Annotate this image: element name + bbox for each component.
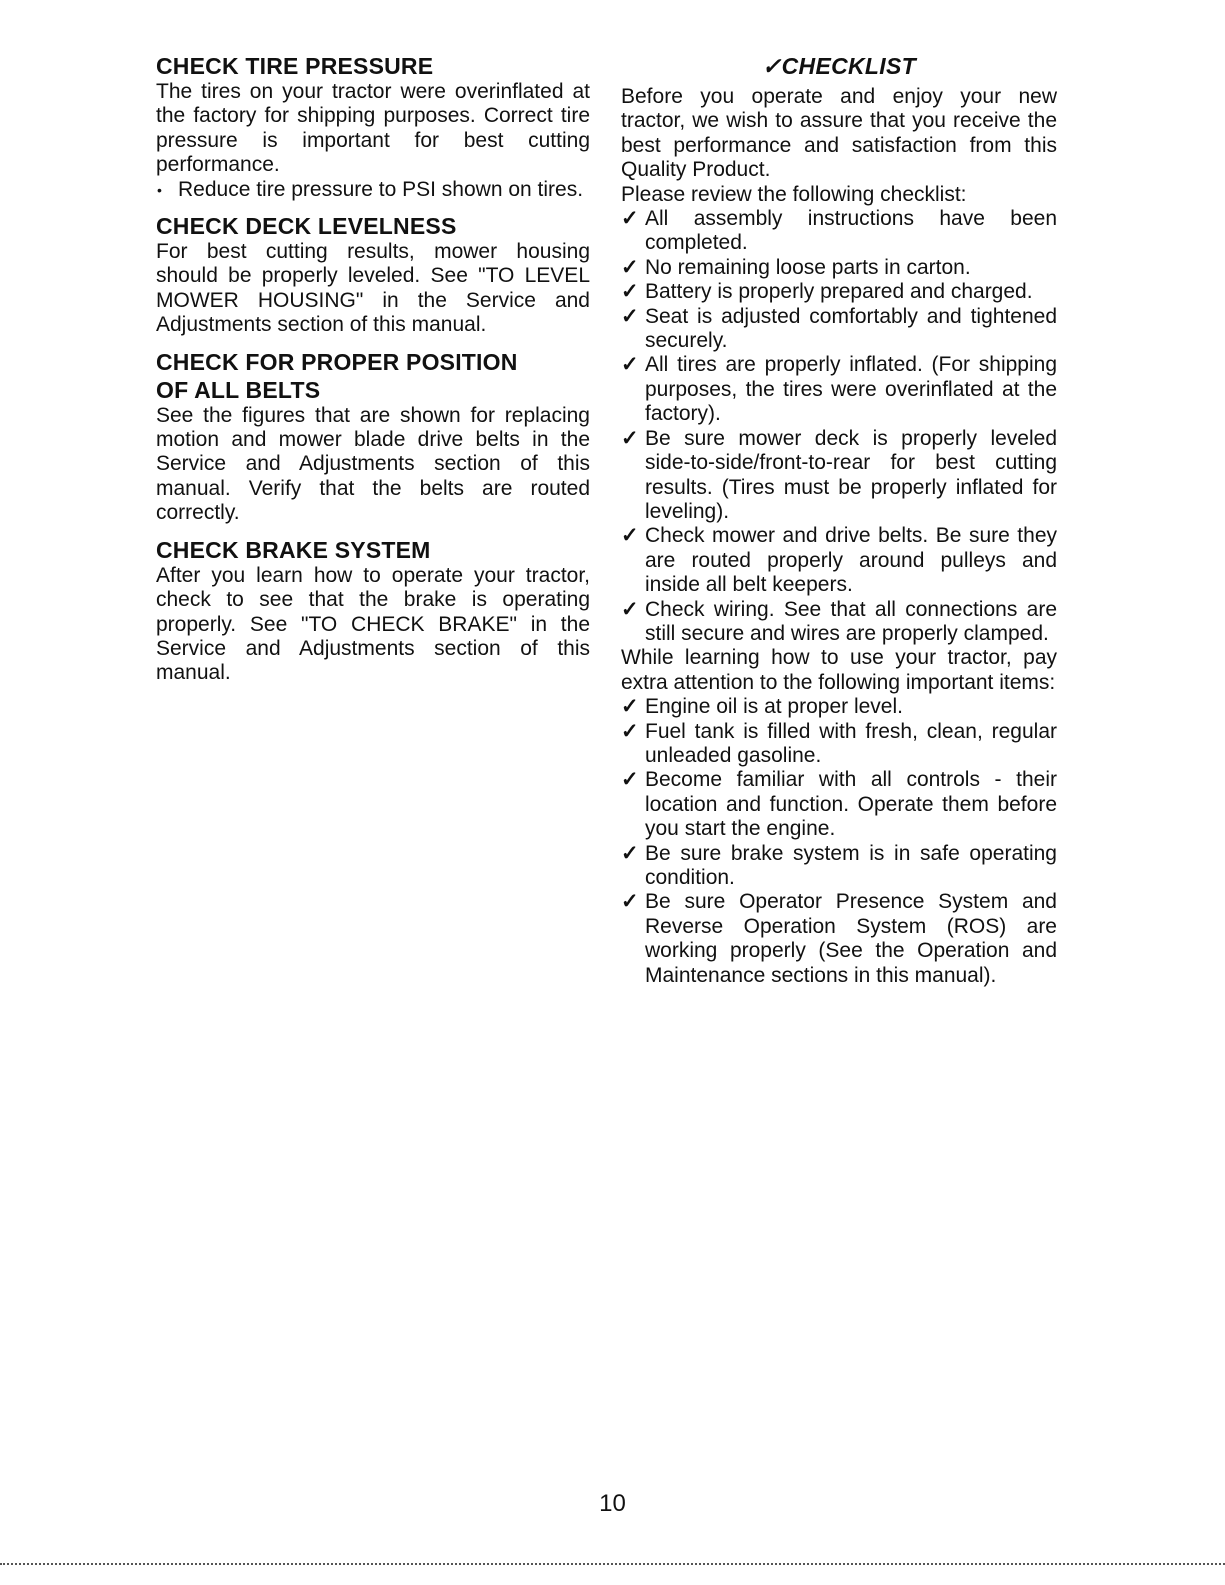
checklist-review-prompt: Please review the following checklist: — [621, 182, 967, 206]
list-item — [156, 178, 590, 202]
checklist-item — [621, 890, 1057, 988]
checklist-item-text: Engine oil is at proper level. — [645, 695, 903, 719]
bottom-divider — [0, 1563, 1225, 1565]
checklist-item-text: Check mower and drive belts. Be sure they are routed properly around pulleys and inside all belt keepers. — [645, 524, 1057, 597]
checklist-item-text: Seat is adjusted comfortably and tightened securely. — [645, 304, 1057, 353]
checklist-item — [621, 305, 1057, 354]
check-mark-icon: ✓ — [621, 890, 639, 914]
checklist-item — [621, 768, 1057, 841]
checklist-item-text: All assembly instructions have been completed. — [645, 207, 1057, 255]
checklist-item — [621, 720, 1057, 769]
check-mark-icon: ✓ — [621, 280, 639, 304]
check-mark-icon: ✓ — [621, 353, 639, 377]
checklist-item-text: No remaining loose parts in carton. — [645, 255, 971, 279]
check-mark-icon: ✓ — [621, 426, 639, 450]
section-heading-brake-system: CHECK BRAKE SYSTEM — [156, 536, 431, 563]
checklist-item-text: Be sure Operator Presence System and Reverse Operation System (ROS) are working properly (See the Operation and Maintenance sections in this manual). — [645, 890, 1057, 987]
checklist-item — [621, 207, 1057, 256]
section-heading-belt-position — [156, 348, 590, 404]
right-column — [621, 52, 1057, 988]
checklist-item-text: Check wiring. See that all connections are still secure and wires are properly clamped. — [645, 597, 1057, 645]
section-body-deck-levelness: For best cutting results, mower housing should be properly leveled. See "TO LEVEL MOWER HOUSING" in the Service and Adjustments section of this manual. — [156, 240, 590, 337]
checklist-item — [621, 256, 1057, 280]
learning-items — [621, 695, 1057, 988]
checklist-item — [621, 427, 1057, 525]
section-body-belt-position: See the figures that are shown for replacing motion and mower blade drive belts in the Service and Adjustments section of this manual. Verify that the belts are routed correctly. — [156, 403, 590, 525]
check-mark-icon: ✓ — [621, 597, 639, 621]
check-mark-icon: ✓ — [621, 207, 639, 231]
check-mark-icon: ✓ — [621, 304, 639, 328]
checklist-item-text: Become familiar with all controls - their location and function. Operate them before you start the engine. — [645, 768, 1057, 841]
section-heading-tire-pressure: CHECK TIRE PRESSURE — [156, 53, 434, 79]
section-heading-deck-levelness: CHECK DECK LEVELNESS — [156, 213, 457, 240]
checklist-item-text: Be sure brake system is in safe operating condition. — [645, 841, 1057, 889]
checklist-item — [621, 280, 1057, 304]
check-mark-icon: ✓ — [621, 841, 639, 865]
checklist-item-text: Battery is properly prepared and charged. — [645, 280, 1033, 304]
heading-line-1: CHECK FOR PROPER POSITION — [156, 348, 518, 375]
checklist-items — [621, 207, 1057, 646]
checklist-title: ✓CHECKLIST — [762, 53, 916, 79]
checklist-item — [621, 524, 1057, 597]
checklist-intro: Before you operate and enjoy your new tractor, we wish to assure that you receive the best performance and satisfaction from this Quality Product. — [621, 85, 1057, 182]
section-body-brake-system: After you learn how to operate your tractor, check to see that the brake is operating properly. See "TO CHECK BRAKE" in the Service and Adjustments section of this manual. — [156, 563, 590, 685]
checklist-item — [621, 598, 1057, 647]
checklist-item-text: Be sure mower deck is properly leveled side-to-side/front-to-rear for best cutting results. (Tires must be properly inflated for leveling). — [645, 426, 1057, 523]
check-mark-icon: ✓ — [621, 768, 639, 792]
checklist-item-text: Fuel tank is filled with fresh, clean, regular unleaded gasoline. — [645, 719, 1057, 767]
learning-intro: While learning how to use your tractor, pay extra attention to the following important items: — [621, 646, 1057, 694]
bullet-icon: • — [157, 181, 162, 198]
checklist-item — [621, 695, 1057, 719]
check-mark-icon: ✓ — [621, 255, 639, 279]
check-mark-icon: ✓ — [621, 524, 639, 548]
check-mark-icon: ✓ — [621, 695, 639, 719]
heading-line-2: OF ALL BELTS — [156, 376, 321, 403]
page-number: 10 — [599, 1490, 626, 1517]
bullet-text: Reduce tire pressure to PSI shown on tires. — [178, 177, 584, 201]
checklist-item — [621, 353, 1057, 426]
section-body-tire-pressure: The tires on your tractor were overinflated at the factory for shipping purposes. Correct tire pressure is important for best cutting performance. — [156, 80, 590, 177]
left-column — [156, 52, 590, 686]
check-mark-icon: ✓ — [621, 719, 639, 743]
checklist-item-text: All tires are properly inflated. (For shipping purposes, the tires were overinflated at the factory). — [645, 353, 1057, 426]
checklist-item — [621, 842, 1057, 891]
tire-pressure-bullets — [156, 178, 590, 202]
